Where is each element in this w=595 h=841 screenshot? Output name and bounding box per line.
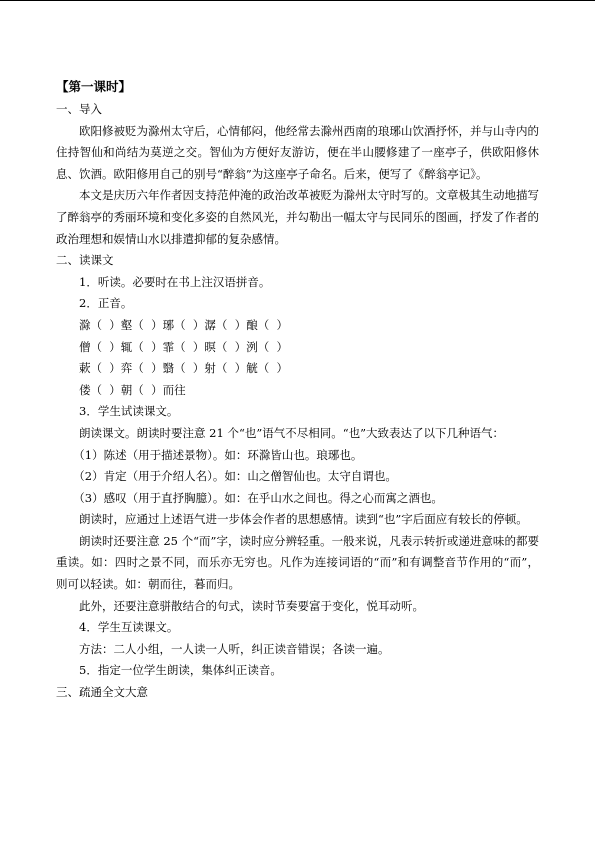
section-heading-meaning: 三、疏通全文大意 xyxy=(56,685,148,700)
pronunciation-row: 僧（ ）辄（ ）霏（ ）暝（ ）洌（ ） xyxy=(79,339,289,354)
pronunciation-row: 蔌（ ）弈（ ）翳（ ）射（ ）觥（ ） xyxy=(79,361,289,376)
reading-step-5: 5．指定一位学生朗读，集体纠正读音。 xyxy=(79,663,282,678)
paragraph-er: 朗读时还要注意 25 个“而”字，读时应分辨轻重。一般来说，凡表示转折或递进意味的都要重读。如：四时之景不同，而乐亦无穷也。凡作为连接词语的“而”和有调整音节作用的“而”，则可以轻读。如：朝而往，暮而归。 xyxy=(56,533,539,592)
tone-item: （1）陈述（用于描述景物）。如：环滁皆山也。琅琊也。 xyxy=(73,447,363,462)
reading-step-4: 4．学生互读课文。 xyxy=(79,620,179,635)
tone-item: （3）感叹（用于直抒胸臆）。如：在乎山水之间也。得之心而寓之酒也。 xyxy=(73,490,443,505)
pronunciation-row: 偻（ ）朝（ ）而往 xyxy=(79,382,186,397)
reading-step-2: 2．正音。 xyxy=(79,296,133,311)
document-body xyxy=(56,76,539,704)
intro-paragraph: 本文是庆历六年作者因支持范仲淹的政治改革被贬为滁州太守时写的。文章极其生动地描写了醉翁亭的秀丽环境和变化多姿的自然风光，并勾勒出一幅太守与民同乐的图画，抒发了作者的政治理想和娱情山水以排遣抑郁的复杂感情。 xyxy=(56,188,539,246)
reading-step-3: 3．学生试读课文。 xyxy=(79,404,179,419)
top-rule xyxy=(0,0,595,1)
intro-paragraph: 欧阳修被贬为滁州太守后，心情郁闷，他经常去滁州西南的琅琊山饮酒抒怀，并与山寺内的住持智仙和尚结为莫逆之交。智仙为方便好友游访，便在半山腰修建了一座亭子，供欧阳修休息、饮酒。欧阳修用自己的别号“醉翁”为这座亭子命名。后来，便写了《醉翁亭记》。 xyxy=(56,123,539,181)
section-heading-reading: 二、读课文 xyxy=(56,253,114,268)
tone-intro: 朗读课文。朗读时要注意 21 个“也”语气不尽相同。“也”大致表达了以下几种语气： xyxy=(79,425,504,440)
paragraph-rhythm: 此外，还要注意骈散结合的句式，读时节奏要富于变化，悦耳动听。 xyxy=(79,598,424,613)
method-text: 方法：二人小组，一人读一人听，纠正读音错误；各读一遍。 xyxy=(79,641,390,656)
section-heading-intro: 一、导入 xyxy=(56,102,102,116)
paragraph-ye: 朗读时，应通过上述语气进一步体会作者的思想感情。读到“也”字后面应有较长的停顿。 xyxy=(79,512,528,527)
pronunciation-row: 滁（ ）壑（ ）琊（ ）潺（ ）酿（ ） xyxy=(79,317,289,332)
reading-step-1: 1．听读。必要时在书上注汉语拼音。 xyxy=(79,274,271,289)
tone-item: （2）肯定（用于介绍人名）。如：山之僧智仙也。太守自谓也。 xyxy=(73,469,397,484)
lesson-title: 【第一课时】 xyxy=(56,79,132,94)
